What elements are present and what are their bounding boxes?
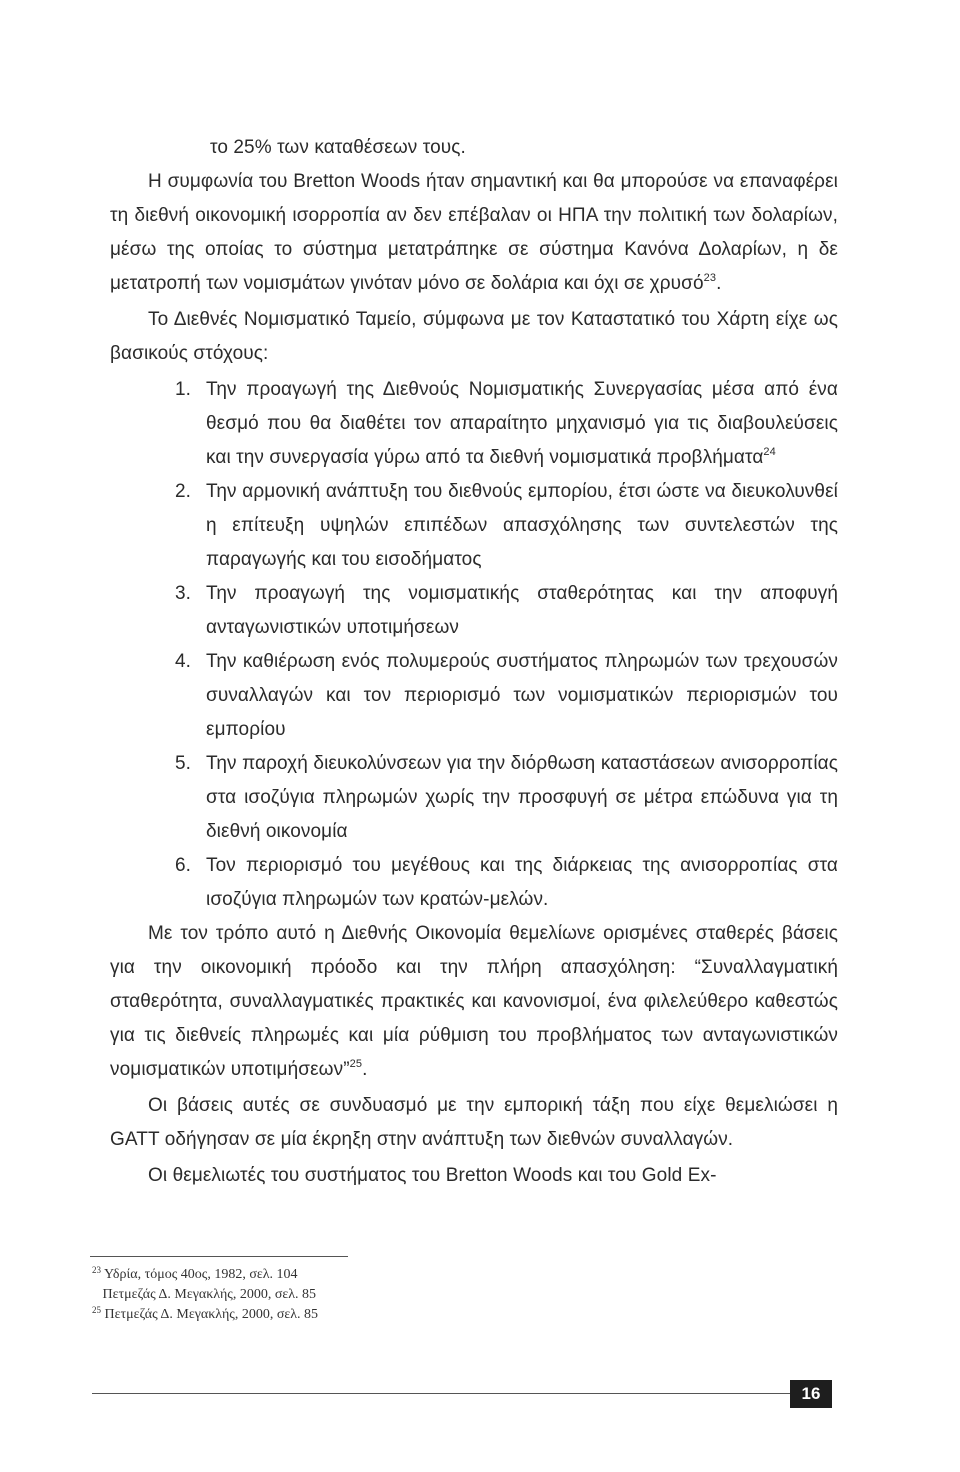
- footnote-separator: [90, 1256, 348, 1257]
- goals-list: [110, 373, 838, 917]
- footnote-marker: 23: [92, 1265, 101, 1275]
- paragraph-text: Με τον τρόπο αυτό η Διεθνής Οικονομία θεμελίωνε ορισμένες σταθερές βάσεις για την οικονομική πρόοδο και την πλήρη απασχόληση: “Συναλλαγματική σταθερότητα, συναλλαγματικές πρακτικές και κανονισμοί, ένα φιλελεύθερο καθεστώς για τις διεθνείς πληρωμές και μία ρύθμιση του προβλήματος των ανταγωνιστικών νομισματικών υποτιμήσεων”: [110, 923, 838, 1080]
- page-number: 16: [790, 1380, 832, 1408]
- paragraph-text: Οι βάσεις αυτές σε συνδυασμό με την εμπορική τάξη που είχε θεμελιώσει η GATT οδήγησαν σε μία έκρηξη στην ανάπτυξη των διεθνών συναλλαγών.: [110, 1095, 838, 1150]
- list-item: [110, 849, 838, 917]
- paragraph-international-economy: [110, 917, 838, 1087]
- footnote-25: [92, 1305, 318, 1325]
- list-number: 6.: [175, 855, 192, 876]
- footnote-text: Πετμεζάς Δ. Μεγακλής, 2000, σελ. 85: [102, 1287, 317, 1302]
- paragraph-text: το 25% των καταθέσεων τους.: [210, 137, 466, 158]
- main-text: [110, 131, 838, 1193]
- paragraph-text: Το Διεθνές Νομισματικό Ταμείο, σύμφωνα με τον Καταστατικό του Χάρτη είχε ως βασικούς στόχους:: [110, 309, 838, 364]
- footnote-text: Υδρία, τόμος 40ος, 1982, σελ. 104: [103, 1267, 298, 1282]
- footnote-ref-24: 24: [763, 446, 776, 458]
- paragraph-gatt: [110, 1089, 838, 1157]
- paragraph-founders: [110, 1159, 838, 1193]
- list-item: [110, 645, 838, 747]
- paragraph-text: Οι θεμελιωτές του συστήματος του Bretton Woods και του Gold Ex-: [148, 1165, 717, 1186]
- footnote-marker: 25: [92, 1305, 101, 1315]
- list-text: Την παροχή διευκολύνσεων για την διόρθωση καταστάσεων ανισορροπίας στα ισοζύγια πληρωμών χωρίς την προσφυγή σε μέτρα επώδυνα για τη διεθνή οικονομία: [206, 753, 838, 842]
- paragraph-end: .: [716, 273, 722, 294]
- footnote-text: Πετμεζάς Δ. Μεγακλής, 2000, σελ. 85: [104, 1307, 319, 1322]
- list-text: Τον περιορισμό του μεγέθους και της διάρκειας της ανισορροπίας στα ισοζύγια πληρωμών των κρατών-μελών.: [206, 855, 838, 910]
- list-item: [110, 577, 838, 645]
- paragraph-end: .: [362, 1059, 368, 1080]
- list-item: [110, 747, 838, 849]
- bottom-rule: [92, 1393, 792, 1394]
- footnote-ref-25: 25: [349, 1058, 363, 1070]
- paragraph-imf-goals: [110, 303, 838, 371]
- list-number: 2.: [175, 481, 192, 502]
- list-number: 3.: [175, 583, 192, 604]
- list-text: Την αρμονική ανάπτυξη του διεθνούς εμπορίου, έτσι ώστε να διευκολυνθεί η επίτευξη υψηλών επιπέδων απασχόλησης των συντελεστών της παραγωγής και του εισοδήματος: [206, 481, 838, 570]
- list-text: Την καθιέρωση ενός πολυμερούς συστήματος πληρωμών των τρεχουσών συναλλαγών και τον περιορισμό των νομισματικών περιορισμών του εμπορίου: [206, 651, 838, 740]
- paragraph-bretton-woods: [110, 165, 838, 301]
- paragraph-continuation: [110, 131, 838, 165]
- footnote-24: [92, 1285, 318, 1305]
- list-number: 1.: [175, 379, 192, 400]
- list-text: Την προαγωγή της νομισματικής σταθερότητας και την αποφυγή ανταγωνιστικών υποτιμήσεων: [206, 583, 838, 638]
- footnote-23: [92, 1265, 318, 1285]
- list-number: 5.: [175, 753, 192, 774]
- footnote-ref-23: 23: [703, 272, 717, 284]
- list-item: [110, 373, 838, 475]
- list-item: [110, 475, 838, 577]
- paragraph-text: Η συμφωνία του Bretton Woods ήταν σημαντική και θα μπορούσε να επαναφέρει τη διεθνή οικονομική ισορροπία αν δεν επέβαλαν οι ΗΠΑ την πολιτική των δολαρίων, μέσω της οποίας το σύστημα μετατράπηκε σε σύστημα Κανόνα Δολαρίων, η δε μετατροπή των νομισμάτων γινόταν μόνο σε δολάρια και όχι σε χρυσό: [110, 171, 838, 294]
- list-text: Την προαγωγή της Διεθνούς Νομισματικής Συνεργασίας μέσα από ένα θεσμό που θα διαθέτει τον απαραίτητο μηχανισμό για τις διαβουλεύσεις και την συνεργασία γύρω από τα διεθνή νομισματικά προβλήματα: [206, 379, 838, 468]
- footnotes: [92, 1265, 318, 1325]
- list-number: 4.: [175, 651, 192, 672]
